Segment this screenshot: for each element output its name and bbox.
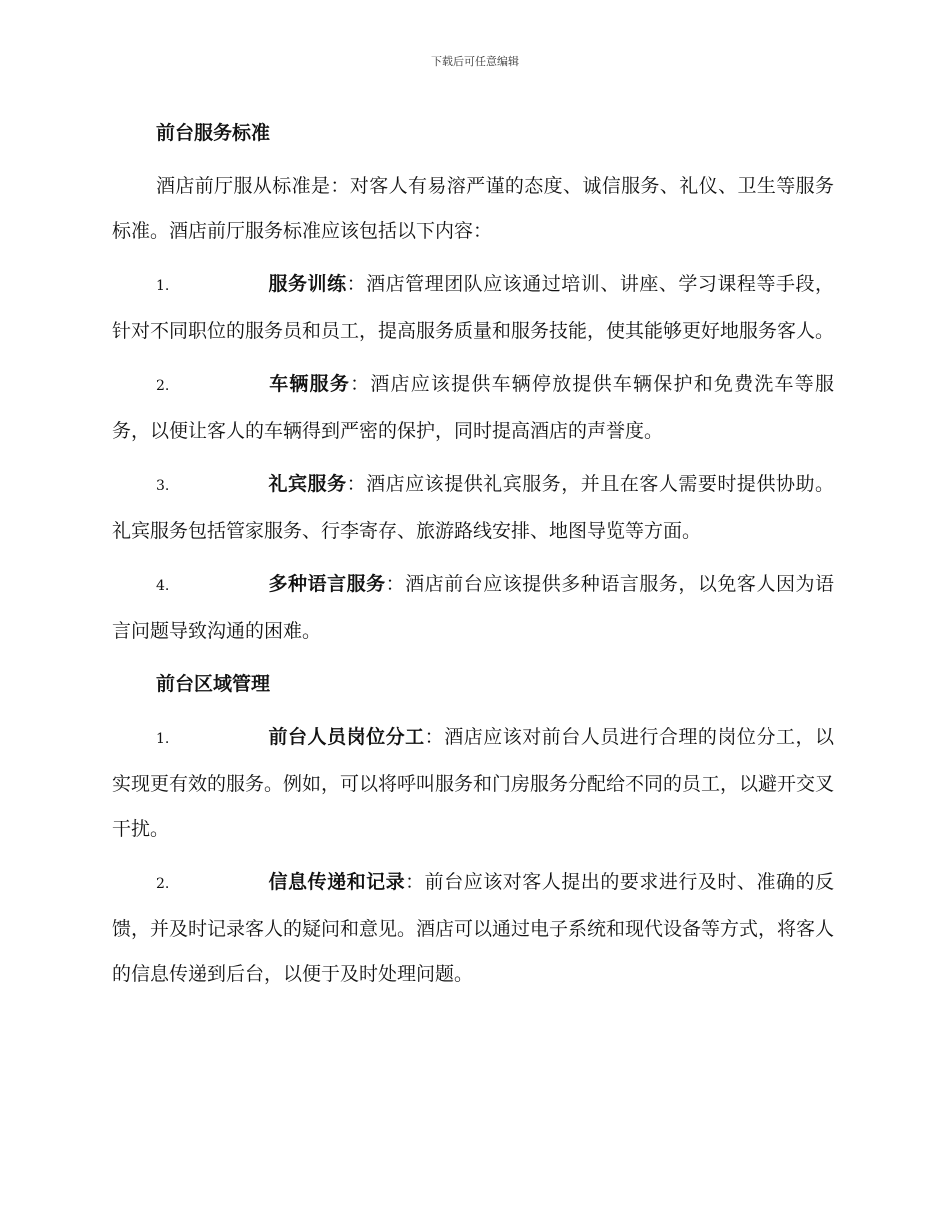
list-item (112, 860, 834, 997)
page-header: 下载后可任意编辑 (431, 55, 519, 68)
item-title: 信息传递和记录 (268, 871, 406, 893)
intro-paragraph: 酒店前厅服从标准是：对客人有易溶严谨的态度、诚信服务、礼仪、卫生等服务标准。酒店前厅服务标准应该包括以下内容： (112, 175, 834, 242)
item-text: 酒店前台应该提供多种语言服务，以免客人因为语言问题导致沟通的困难。 (112, 573, 834, 642)
list-item (112, 715, 834, 852)
list-number: 4. (156, 578, 170, 594)
item-title: 多种语言服务 (268, 573, 386, 595)
section-heading-front-desk-standards: 前台服务标准 (156, 122, 271, 144)
item-separator: ： (346, 473, 367, 495)
list-item (112, 262, 834, 354)
list-item (112, 362, 834, 454)
item-title: 前台人员岗位分工 (268, 726, 425, 748)
item-text: 酒店管理团队应该通过培训、讲座、学习课程等手段，针对不同职位的服务员和员工，提高服务质量和服务技能，使其能够更好地服务客人。 (112, 273, 835, 342)
list-number: 1. (156, 278, 170, 294)
item-text: 酒店应该提供礼宾服务，并且在客人需要时提供协助。礼宾服务包括管家服务、行李寄存、旅游路线安排、地图导览等方面。 (112, 473, 834, 542)
item-text: 酒店应该提供车辆停放提供车辆保护和免费洗车等服务，以便让客人的车辆得到严密的保护，同时提高酒店的声誉度。 (112, 373, 834, 442)
section-heading-front-desk-area-management: 前台区域管理 (156, 673, 271, 695)
list-number: 2. (156, 378, 170, 394)
item-text: 酒店应该对前台人员进行合理的岗位分工，以实现更有效的服务。例如，可以将呼叫服务和门房服务分配给不同的员工，以避开交叉干扰。 (112, 726, 835, 840)
item-separator: ： (405, 871, 425, 893)
list-number: 3. (156, 478, 170, 494)
item-title: 车辆服务 (268, 373, 351, 395)
document-body (112, 111, 834, 1005)
item-title: 服务训练 (268, 273, 347, 295)
list-number: 2. (156, 876, 170, 892)
list-number: 1. (156, 731, 170, 747)
list-item (112, 462, 834, 554)
item-separator: ： (350, 373, 371, 395)
item-separator: ： (385, 573, 406, 595)
item-title: 礼宾服务 (268, 473, 347, 495)
item-separator: ： (346, 273, 367, 295)
list-item (112, 562, 834, 654)
item-separator: ： (424, 726, 445, 748)
item-text: 前台应该对客人提出的要求进行及时、准确的反馈，并及时记录客人的疑问和意见。酒店可以通过电子系统和现代设备等方式，将客人的信息传递到后台，以便于及时处理问题。 (112, 871, 835, 985)
